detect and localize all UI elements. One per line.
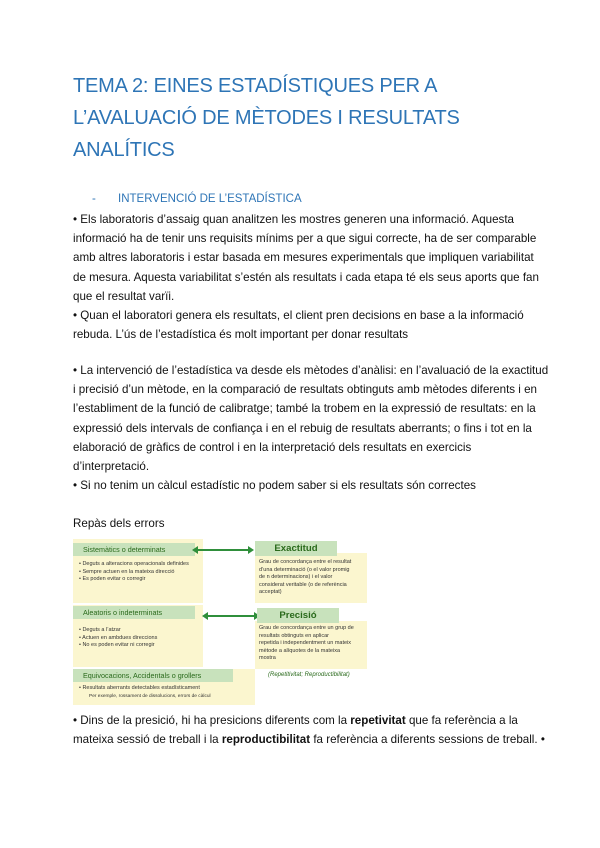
precision-header: Precisió	[257, 608, 339, 623]
text-line: mètode a alíquotes de la mateixa	[259, 647, 341, 654]
double-arrow-icon	[207, 615, 255, 617]
random-errors-header: Aleatoris o indeterminats	[73, 606, 195, 619]
list-item: • Es poden evitar o corregir	[79, 576, 146, 583]
text-line: que el resultat varïi.	[73, 289, 175, 303]
errors-heading: Repàs dels errors	[73, 517, 165, 530]
page-title	[73, 70, 533, 166]
list-item: • Deguts a alteracions operacionals definides	[79, 561, 189, 567]
paragraph-precision	[73, 711, 545, 749]
precision-definition	[259, 625, 354, 663]
double-arrow-icon	[197, 549, 249, 551]
systematic-errors-header: Sistemàtics o determinats	[73, 543, 195, 556]
text-line: considerat veritable (o de referència	[259, 581, 347, 588]
text-span: fa referència a diferents sessions de treball. •	[310, 733, 545, 747]
text-line: elaboració de gràfics de control i en la interpretació dels resultats en exercicis	[73, 440, 472, 454]
text-line: Grau de concordança entre un grup de	[259, 625, 354, 631]
title-line-2: L’AVALUACIÓ DE MÈTODES I RESULTATS	[73, 107, 460, 129]
text-line: expressió dels intervals de confiança i en el rebuig de resultats aberrants; o fins i tot en la	[73, 421, 532, 435]
repeatability-term: repetivitat	[350, 714, 406, 727]
section-heading-text: INTERVENCIÓ DE L’ESTADÍSTICA	[118, 193, 302, 205]
title-line-1: TEMA 2: EINES ESTADÍSTIQUES PER A	[73, 75, 438, 97]
paragraph-statistics-intervention	[73, 361, 549, 495]
text-line: acceptat)	[259, 589, 282, 596]
text-line: l’establiment de la funció de calibratge; també la trobem en la expressió de resultats: en la	[73, 402, 536, 416]
text-span: • Dins de la presició, hi ha presicions diferents com la	[73, 714, 351, 727]
systematic-errors-list	[79, 561, 189, 584]
section-heading	[92, 193, 302, 205]
text-line: d’una determinació (o el valor promig	[259, 566, 350, 573]
repeatability-note: (Repetitivitat; Reproductibilitat)	[268, 672, 350, 678]
text-line: informació ha de tenir uns requisits mínims per a que sigui correcte, ha de ser comparable	[73, 232, 537, 246]
text-line: resultats obtinguts en aplicar	[259, 632, 330, 639]
accuracy-definition	[259, 559, 351, 597]
text-line: Grau de concordança entre el resultat	[259, 559, 352, 565]
text-line: i precisió d’un mètode, en la comparació de resultats obtinguts amb mètodes diferents i en	[73, 383, 538, 397]
text-span: mateixa sessió de treball i la	[73, 733, 222, 747]
accuracy-header: Exactitud	[255, 541, 337, 556]
reproducibility-term: reproductibilitat	[221, 733, 311, 747]
list-item: • Actuen en ambdues direccions	[79, 634, 158, 641]
text-line: amb altres laboratoris i estar basada em mesures experimentals que impliquen variabilitat	[73, 251, 534, 265]
list-item: • Resultats aberrants detectables estadísticament	[79, 685, 200, 691]
paragraph-laboratories	[73, 210, 539, 344]
random-errors-list	[79, 627, 157, 650]
text-line: • La intervenció de l’estadística va desde els mètodes d’anàlisi: en l’avaluació de la exactitud	[73, 364, 549, 377]
list-item: • Deguts a l’atzar	[79, 627, 121, 633]
text-line: mostra	[259, 655, 276, 662]
gross-errors-list	[79, 685, 211, 700]
text-line	[73, 730, 545, 749]
errors-figure	[73, 539, 369, 705]
text-line: repetida i independentment un mateix	[259, 640, 352, 647]
text-span: que fa referència a la	[405, 714, 518, 727]
title-line-3: ANALÍTICS	[73, 139, 175, 161]
text-line	[73, 711, 533, 730]
gross-errors-header: Equivocacions, Accidentals o grollers	[73, 669, 233, 682]
text-line: • Els laboratoris d’assaig quan analitzen les mostres generen una informació. Aquesta	[73, 213, 515, 226]
text-line: rebuda. L’ús de l’estadística és molt important per donar resultats	[73, 328, 409, 342]
text-line: d’interpretació.	[73, 460, 150, 474]
text-line: de mesura. Aquesta variabilitat s’estén als resultats i cada etapa té els seus aports que fan	[73, 270, 539, 284]
section-dash: -	[92, 193, 96, 205]
list-item: • Sempre actuen en la mateixa direcció	[79, 568, 175, 575]
text-line: de n determinacions) i el valor	[259, 574, 333, 581]
list-item: Per exemple, rossament de dissolucions, errors de càlcul	[89, 693, 211, 699]
list-item: • No es poden evitar ni corregir	[79, 642, 155, 649]
text-line: • Quan el laboratori genera els resultats, el client pren decisions en base a la informació	[73, 309, 524, 323]
text-line: • Si no tenim un càlcul estadístic no podem saber si els resultats són correctes	[73, 479, 476, 493]
